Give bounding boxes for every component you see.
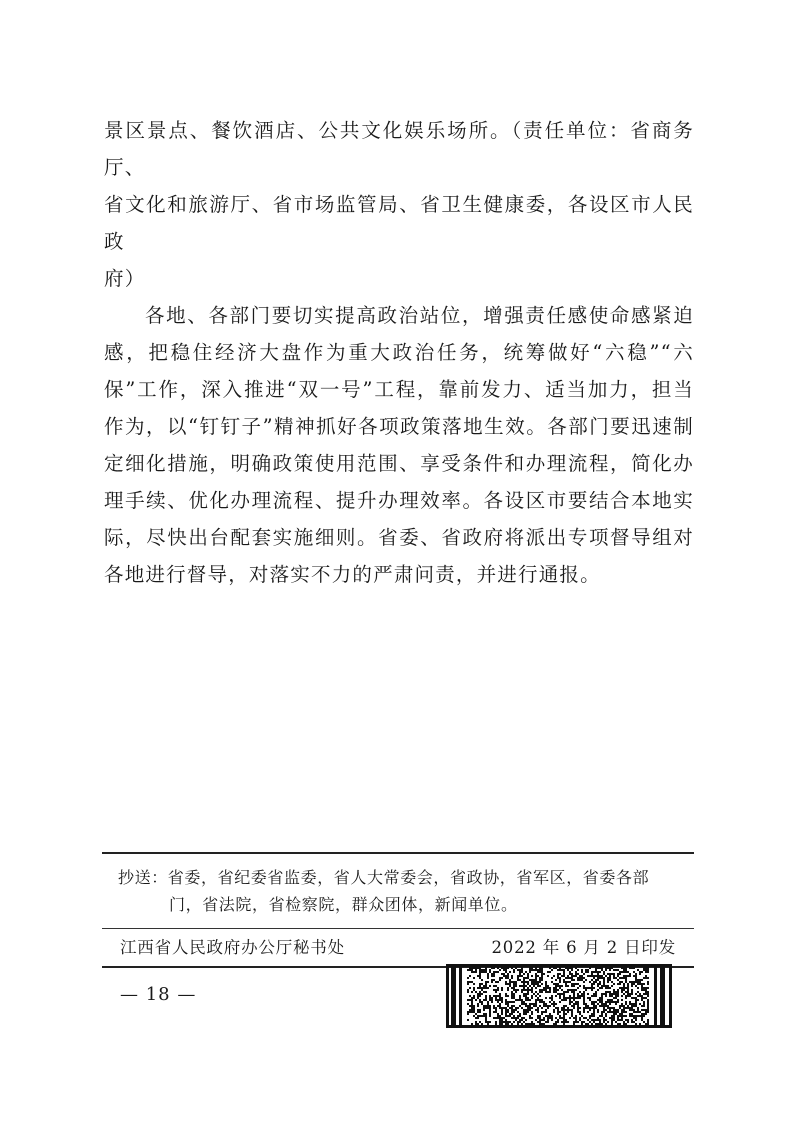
issue-date: 2022 年 6 月 2 日印发 — [491, 938, 676, 957]
barcode-image — [446, 964, 672, 1028]
cc-line-2: 门，省法院，省检察院，群众团体，新闻单位。 — [169, 895, 518, 914]
barcode-pattern — [449, 967, 669, 1025]
paragraph-2: 各地、各部门要切实提高政治站位，增强责任感使命感紧迫感，把稳住经济大盘作为重大政治任务，统筹做好“六稳”“六保”工作，深入推进“双一号”工程，靠前发力、适当加力，担当作为，以“钉钉子”精神抓好各项政策落地生效。各部门要迅速制定细化措施，明确政策使用范围、享受条件和办理流程，简化办理手续、优化办理流程、提升办理效率。各设区市要结合本地实际，尽快出台配套实施细则。省委、省政府将派出专项督导组对各地进行督导，对落实不力的严肃问责，并进行通报。 — [104, 304, 694, 586]
paragraph-1-line-3: 府） — [104, 267, 146, 290]
cc-line-1: 抄送：省委，省纪委省监委，省人大常委会，省政协，省军区，省委各部 — [118, 868, 650, 887]
cc-list — [102, 854, 694, 928]
paragraph-1-line-1: 景区景点、餐饮酒店、公共文化娱乐场所。（责任单位：省商务厅、 — [104, 119, 694, 179]
page-number: — 18 — — [120, 984, 197, 1005]
issuer-row — [102, 929, 694, 966]
paragraph-1-line-2: 省文化和旅游厅、省市场监管局、省卫生健康委，各设区市人民政 — [104, 193, 694, 253]
body-text — [104, 112, 694, 593]
document-footer — [102, 852, 694, 968]
paragraph-continued — [104, 112, 694, 297]
issuer-name: 江西省人民政府办公厅秘书处 — [120, 938, 345, 957]
